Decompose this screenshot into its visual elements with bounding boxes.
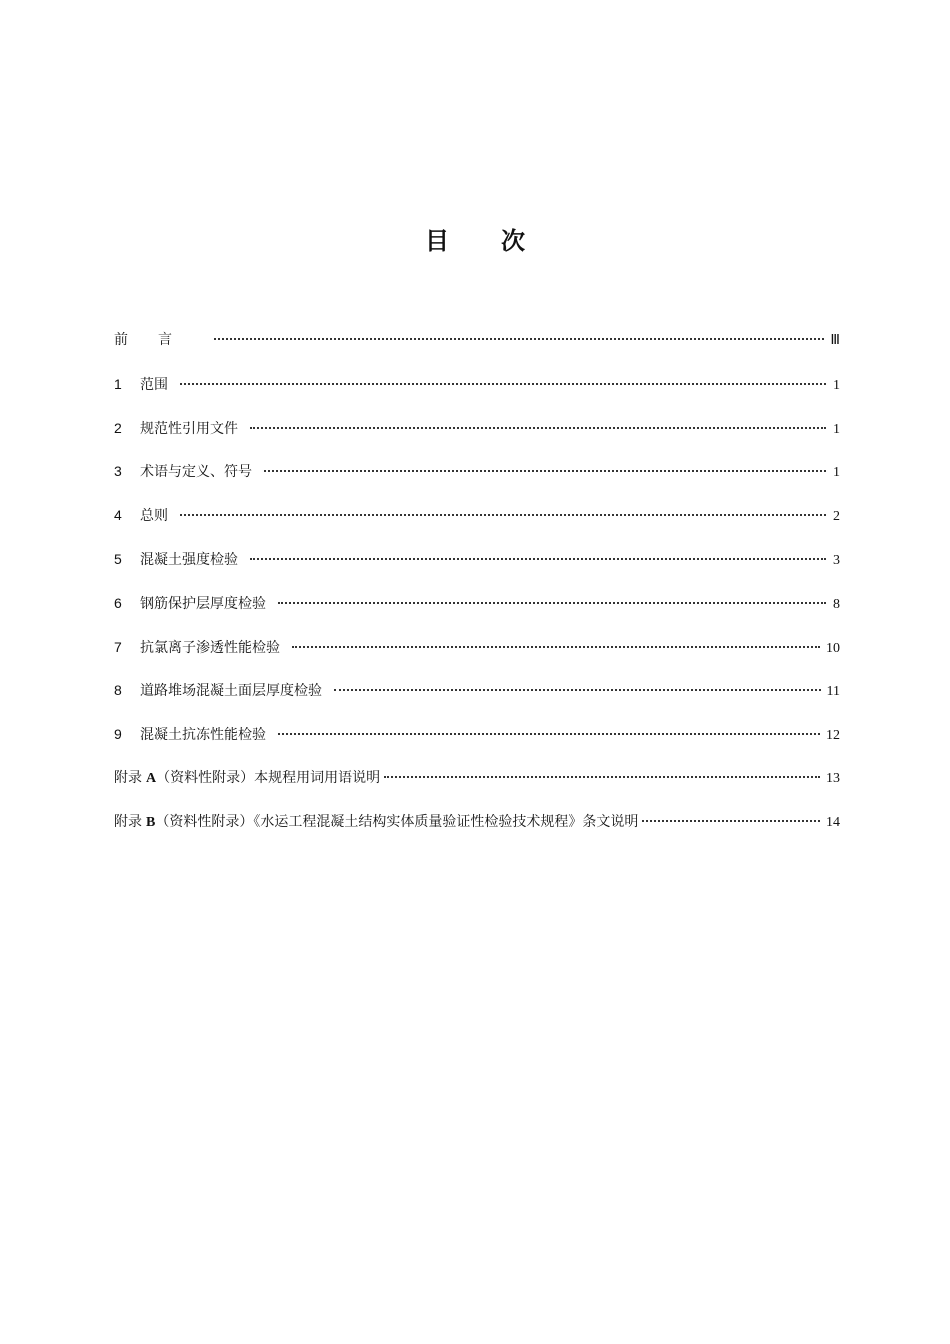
toc-entry-page: 11 xyxy=(826,684,840,700)
leader-dots xyxy=(642,820,820,822)
appendix-letter: B xyxy=(146,814,156,830)
leader-dots xyxy=(180,383,826,385)
toc-entry-label: 道路堆场混凝土面层厚度检验 xyxy=(140,683,322,700)
leader-dots xyxy=(250,427,826,429)
leader-dots xyxy=(384,776,820,778)
toc-entry-number: 5 xyxy=(114,550,122,567)
toc-entry-page: 10 xyxy=(826,640,840,656)
toc-entry-number: 4 xyxy=(114,507,122,524)
toc-entry-number: 2 xyxy=(114,419,122,436)
toc-entry[interactable] xyxy=(114,374,840,418)
leader-dots xyxy=(292,646,820,648)
toc-entry-page: 14 xyxy=(826,814,840,830)
appendix-letter: A xyxy=(146,770,157,786)
leader-dots xyxy=(278,602,826,604)
toc-entry-page: Ⅲ xyxy=(830,333,840,348)
toc-entry[interactable] xyxy=(114,461,840,505)
leader-dots xyxy=(250,558,826,560)
toc-entry[interactable] xyxy=(114,680,840,724)
leader-dots xyxy=(180,514,826,516)
toc-entry-number: 6 xyxy=(114,594,122,611)
toc-entry-page: 1 xyxy=(833,421,840,437)
toc-entry[interactable] xyxy=(114,505,840,549)
page-title: 目次 xyxy=(425,227,577,255)
appendix-prefix: 附录 xyxy=(114,769,142,786)
toc-entry[interactable] xyxy=(114,593,840,637)
toc-entry-label: 范围 xyxy=(140,376,168,393)
toc-entry[interactable] xyxy=(114,637,840,681)
leader-dots xyxy=(264,470,826,472)
toc-entry-label: 钢筋保护层厚度检验 xyxy=(140,595,266,612)
toc-entry-label: 术语与定义、符号 xyxy=(140,464,252,481)
toc-entry[interactable] xyxy=(114,724,840,768)
toc-entry-label: 规范性引用文件 xyxy=(140,420,238,437)
toc-entry-label: （资料性附录）《水运工程混凝土结构实体质量验证性检验技术规程》条文说明 xyxy=(155,813,639,830)
toc-entry-label: 混凝土抗冻性能检验 xyxy=(140,727,266,744)
toc-entry-page: 13 xyxy=(826,770,840,786)
appendix-prefix: 附录 xyxy=(114,813,142,830)
toc-entry-page: 2 xyxy=(833,509,840,525)
toc-entry-label: （资料性附录）本规程用词用语说明 xyxy=(156,769,381,786)
leader-dots xyxy=(278,733,820,735)
toc-entry-label: 前言 xyxy=(114,332,202,348)
toc-entry-page: 3 xyxy=(833,552,840,568)
toc-entry-page: 1 xyxy=(833,465,840,481)
toc-entry-appendix-a[interactable] xyxy=(114,768,840,812)
table-of-contents xyxy=(114,330,840,856)
toc-entry-page: 8 xyxy=(833,596,840,612)
toc-entry-foreword[interactable] xyxy=(114,330,840,374)
toc-entry-page: 12 xyxy=(826,728,840,744)
toc-entry-number: 9 xyxy=(114,726,122,743)
toc-entry-appendix-b[interactable] xyxy=(114,812,840,856)
toc-entry-number: 8 xyxy=(114,682,122,699)
toc-entry-page: 1 xyxy=(833,377,840,393)
toc-entry-number: 3 xyxy=(114,463,122,480)
toc-entry-number: 1 xyxy=(114,375,122,392)
toc-entry-label: 总则 xyxy=(140,508,168,525)
toc-entry-number: 7 xyxy=(114,638,122,655)
toc-entry-label: 混凝土强度检验 xyxy=(140,551,238,568)
toc-entry-label: 抗氯离子渗透性能检验 xyxy=(140,639,280,656)
leader-dots xyxy=(334,689,821,691)
toc-entry[interactable] xyxy=(114,418,840,462)
toc-entry[interactable] xyxy=(114,549,840,593)
leader-dots xyxy=(214,338,824,340)
